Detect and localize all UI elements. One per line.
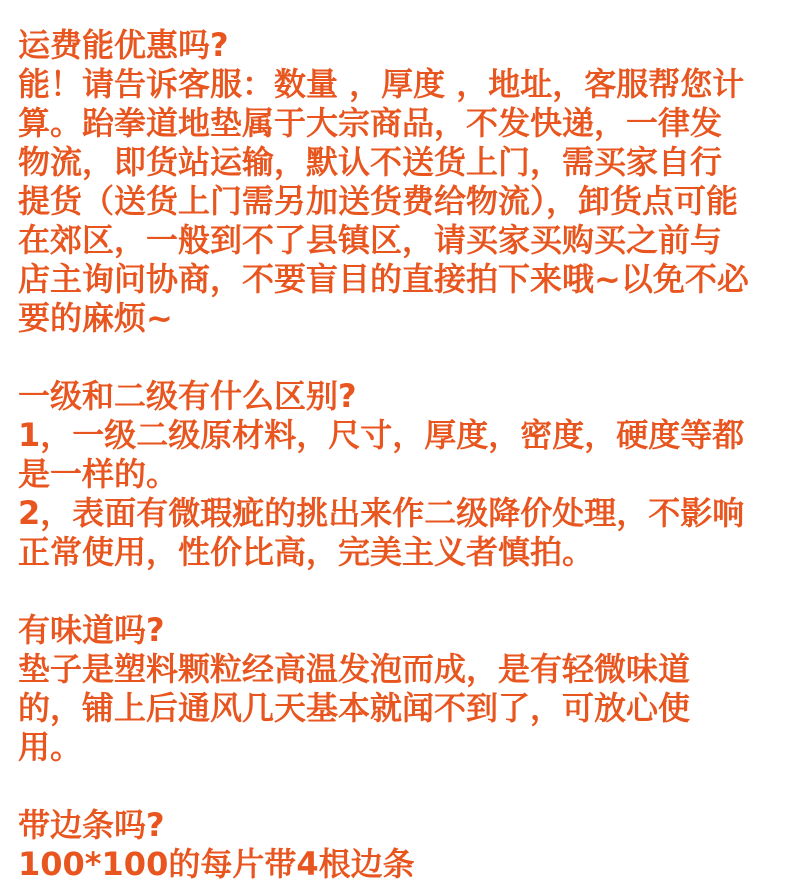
faq-answer: 垫子是塑料颗粒经高温发泡而成，是有轻微味道的，铺上后通风几天基本就闻不到了，可放心使用。 <box>18 650 691 766</box>
faq-question: 运费能优惠吗? <box>18 26 229 64</box>
faq-answer: 能！请告诉客服：数量 ，厚度 ，地址，客服帮您计算。跆拳道地垫属于大宗商品，不发快递，一律发物流，即货站运输，默认不送货上门，需买家自行提货（送货上门需另加送货费给物流），卸货点可能在郊区，一般到不了县镇区，请买家买购买之前与店主询问协商，不要盲目的直接拍下来哦~以免不必要的麻烦~ <box>18 65 749 337</box>
faq-question: 带边条吗? <box>18 806 165 844</box>
faq-item-odor <box>18 611 750 767</box>
faq-question: 有味道吗? <box>18 611 165 649</box>
faq-answer: 1，一级二级原材料，尺寸，厚度，密度，硬度等都是一样的。 2，表面有微瑕疵的挑出来作二级降价处理，不影响正常使用，性价比高，完美主义者慎拍。 <box>18 416 745 571</box>
faq-item-shipping <box>18 26 750 338</box>
faq-item-edge-strips <box>18 806 750 884</box>
faq-question: 一级和二级有什么区别? <box>18 377 357 415</box>
faq-item-grade-difference <box>18 377 750 572</box>
faq-answer: 100*100的每片带4根边条 <box>18 845 415 883</box>
